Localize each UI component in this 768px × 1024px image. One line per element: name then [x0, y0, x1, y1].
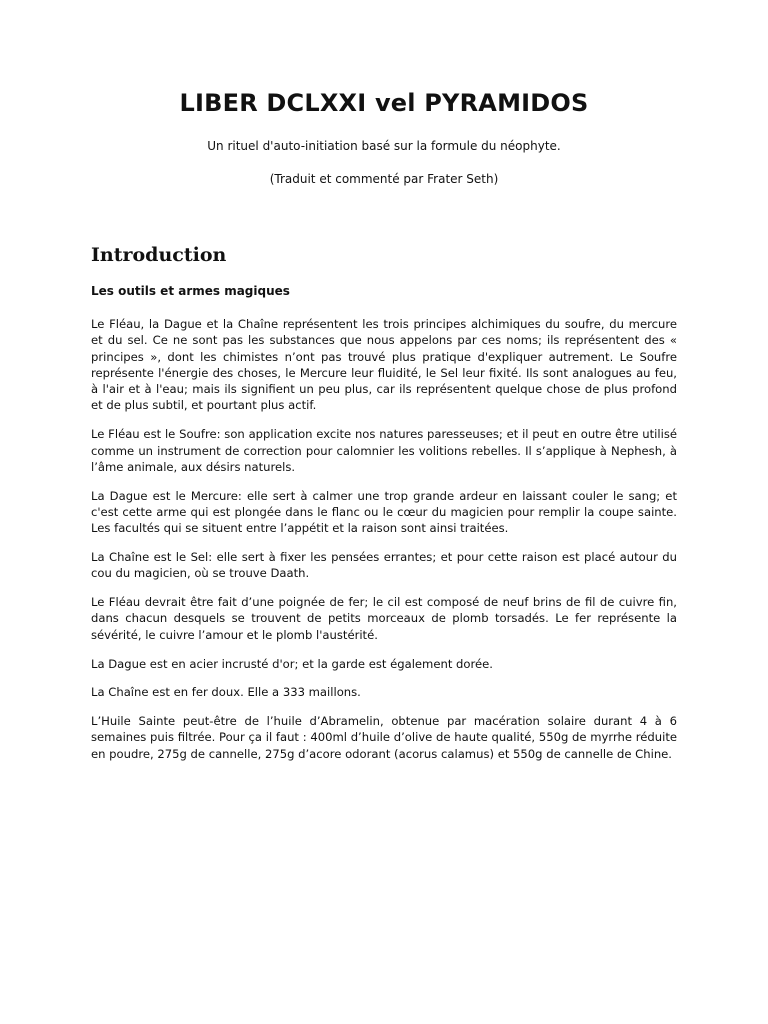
translator-note: (Traduit et commenté par Frater Seth) — [269, 172, 499, 186]
paragraph-dagger-construction: La Dague est en acier incrusté d'or; et la garde est également dorée. — [91, 656, 493, 671]
paragraph-flail: Le Fléau est le Soufre: son application excite nos natures paresseuses; et il peut en outre être utilisé comme un instrument de correction pour calomnier les volitions rebelles. Il s’applique à Nephesh, à l’âme animale, aux désirs naturels. — [91, 427, 677, 474]
paragraph-principles: Le Fléau, la Dague et la Chaîne représentent les trois principes alchimiques du soufre, du mercure et du sel. Ce ne sont pas les substances que nous appelons par ces noms; ils représentent des « principes », dont les chimistes n’ont pas trouvé plus pratique d'expliquer autrement. Le Soufre représente l'énergie des choses, le Mercure leur fluidité, le Sel leur fixité. Ils sont analogues au feu, à l'air et à l'eau; mais ils signifient un peu plus, car ils représentent quelque chose de plus profond et de plus subtil, et pourtant plus actif. — [91, 317, 677, 413]
paragraph-flail-construction: Le Fléau devrait être fait d’une poignée de fer; le cil est composé de neuf brins de fil de cuivre fin, dans chacun desquels se trouvent de petits morceaux de plomb torsadés. Le fer représente la sévérité, le cuivre l’amour et le plomb l'austérité. — [91, 595, 677, 642]
document-title: LIBER DCLXXI vel PYRAMIDOS — [179, 89, 589, 117]
paragraph-dagger: La Dague est le Mercure: elle sert à calmer une trop grande ardeur en laissant couler le sang; et c'est cette arme qui est plongée dans le flanc ou le cœur du magicien pour remplir la coupe sainte. Les facultés qui se situent entre l’appétit et la raison sont ainsi traitées. — [91, 488, 677, 536]
paragraph-chain-construction: La Chaîne est en fer doux. Elle a 333 maillons. — [91, 685, 361, 700]
paragraph-holy-oil: L’Huile Sainte peut-être de l’huile d’Abramelin, obtenue par macération solaire durant 4 à 6 semaines puis filtrée. Pour ça il faut : 400ml d’huile d’olive de haute qualité, 550g de myrrhe réduite en poudre, 275g de cannelle, 275g d’acore odorant (acorus calamus) et 550g de cannelle de Chine. — [91, 714, 677, 761]
paragraph-chain: La Chaîne est le Sel: elle sert à fixer les pensées errantes; et pour cette raison est placé autour du cou du magicien, où se trouve Daath. — [91, 550, 677, 581]
subsection-heading-tools: Les outils et armes magiques — [91, 284, 290, 298]
section-heading-introduction: Introduction — [91, 244, 227, 266]
body-text — [91, 316, 677, 775]
document-subtitle: Un rituel d'auto-initiation basé sur la formule du néophyte. — [207, 139, 561, 153]
